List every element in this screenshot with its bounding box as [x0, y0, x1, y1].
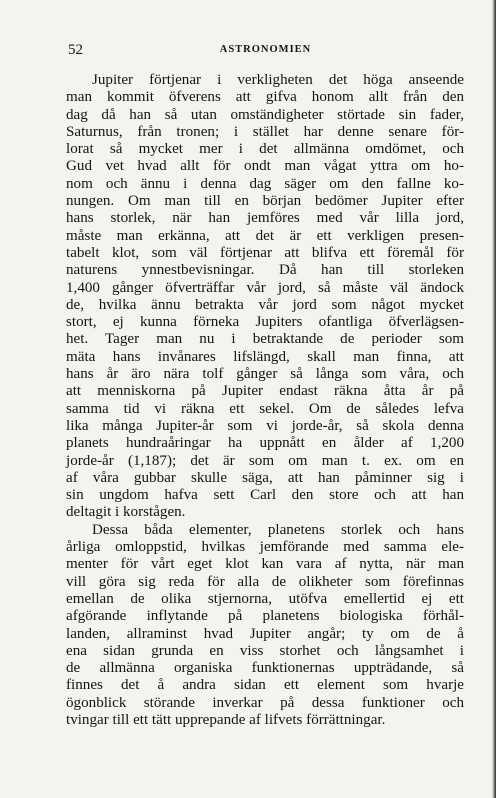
text-line: afgörande inflytande på planetens biologiska förhål- — [66, 608, 464, 625]
text-line: 1,400 gånger öfverträffar vår jord, så måste väl ändock — [66, 279, 464, 296]
page-edge-shadow — [492, 0, 496, 798]
text-line: man kommit öfverens att gifva honom allt från den — [66, 89, 464, 106]
text-line: årliga omloppstid, hvilkas jemförande med samma ele- — [66, 539, 464, 556]
text-line: de, hvilka ännu betrakta vår jord som något mycket — [66, 296, 464, 313]
text-line: finnes det å andra sidan ett element som hvarje — [66, 677, 464, 694]
text-line: stort, ej kunna förneka Jupiters ofantliga öfverlägsen- — [66, 314, 464, 331]
body-text — [66, 72, 464, 729]
text-line: naturens ynnestbevisningar. Då han till storleken — [66, 262, 464, 279]
text-line: ena sidan grunda en viss storhet och långsamhet i — [66, 642, 464, 659]
text-line: menter för vårt eget klot kan vara af nytta, när man — [66, 556, 464, 573]
text-line: emellan de olika stjernorna, utöfva emellertid ej ett — [66, 590, 464, 607]
page-number: 52 — [68, 42, 83, 58]
text-line: dag då han så utan omständigheter störtade sin fader, — [66, 106, 464, 123]
text-line: Dessa båda elementer, planetens storlek och hans — [92, 521, 464, 538]
text-line: nungen. Om man till en början bedömer Jupiter efter — [66, 193, 464, 210]
text-line: de allmänna organiska funktionernas uppträdande, så — [66, 660, 464, 677]
text-line: Saturnus, från tronen; i stället har denne senare för- — [66, 123, 464, 140]
text-line: nom och ännu i denna dag säger om den fallne ko- — [66, 175, 464, 192]
text-line: deltagit i korstågen. — [66, 504, 186, 521]
text-line: måste man erkänna, att det är ett verkligen presen- — [66, 227, 464, 244]
paragraph — [66, 522, 464, 730]
text-line: planets hundraåringar ha uppnått en ålder af 1,200 — [66, 435, 464, 452]
text-line: het. Tager man nu i betraktande de perioder som — [66, 331, 464, 348]
text-line: landen, allraminst hvad Jupiter angår; ty om de å — [66, 625, 464, 642]
text-line: hans år äro nära tolf gånger så långa som våra, och — [66, 366, 464, 383]
text-line: samma tid vi räkna ett sekel. Om de således lefva — [66, 400, 464, 417]
page-header — [68, 42, 463, 60]
running-head: ASTRONOMIEN — [219, 44, 312, 55]
text-line: hans storlek, när han jemföres med vår lilla jord, — [66, 210, 464, 227]
text-line: ögonblick störande inverkar på dessa funktioner och — [66, 694, 464, 711]
text-line: Gud vet hvad allt för ondt man vågat yttra om ho- — [66, 158, 464, 175]
text-line: af våra gubbar skulle säga, att han påminner sig i — [66, 469, 464, 486]
text-line: jorde-år (1,187); det är som om man t. ex. om en — [66, 452, 464, 469]
text-line: Jupiter förtjenar i verkligheten det höga anseende — [92, 72, 464, 88]
text-line: tvingar till ett tätt upprepande af lifvets förrättningar. — [66, 711, 386, 728]
text-line: tabelt klot, som väl förtjenar att blifva ett föremål för — [66, 244, 464, 261]
text-line: lorat så mycket mer i det allmänna omdömet, och — [66, 141, 464, 158]
text-line: att menniskorna på Jupiter endast räkna åtta år på — [66, 383, 464, 400]
paragraph — [66, 72, 464, 522]
text-line: sin ungdom hafva sett Carl den store och att han — [66, 487, 464, 504]
text-line: mäta hans invånares lifslängd, skall man finna, att — [66, 348, 464, 365]
text-line: vill göra sig reda för alla de olikheter som förefinnas — [66, 573, 464, 590]
text-line: lika många Jupiter-år som vi jorde-år, så skola denna — [66, 417, 464, 434]
